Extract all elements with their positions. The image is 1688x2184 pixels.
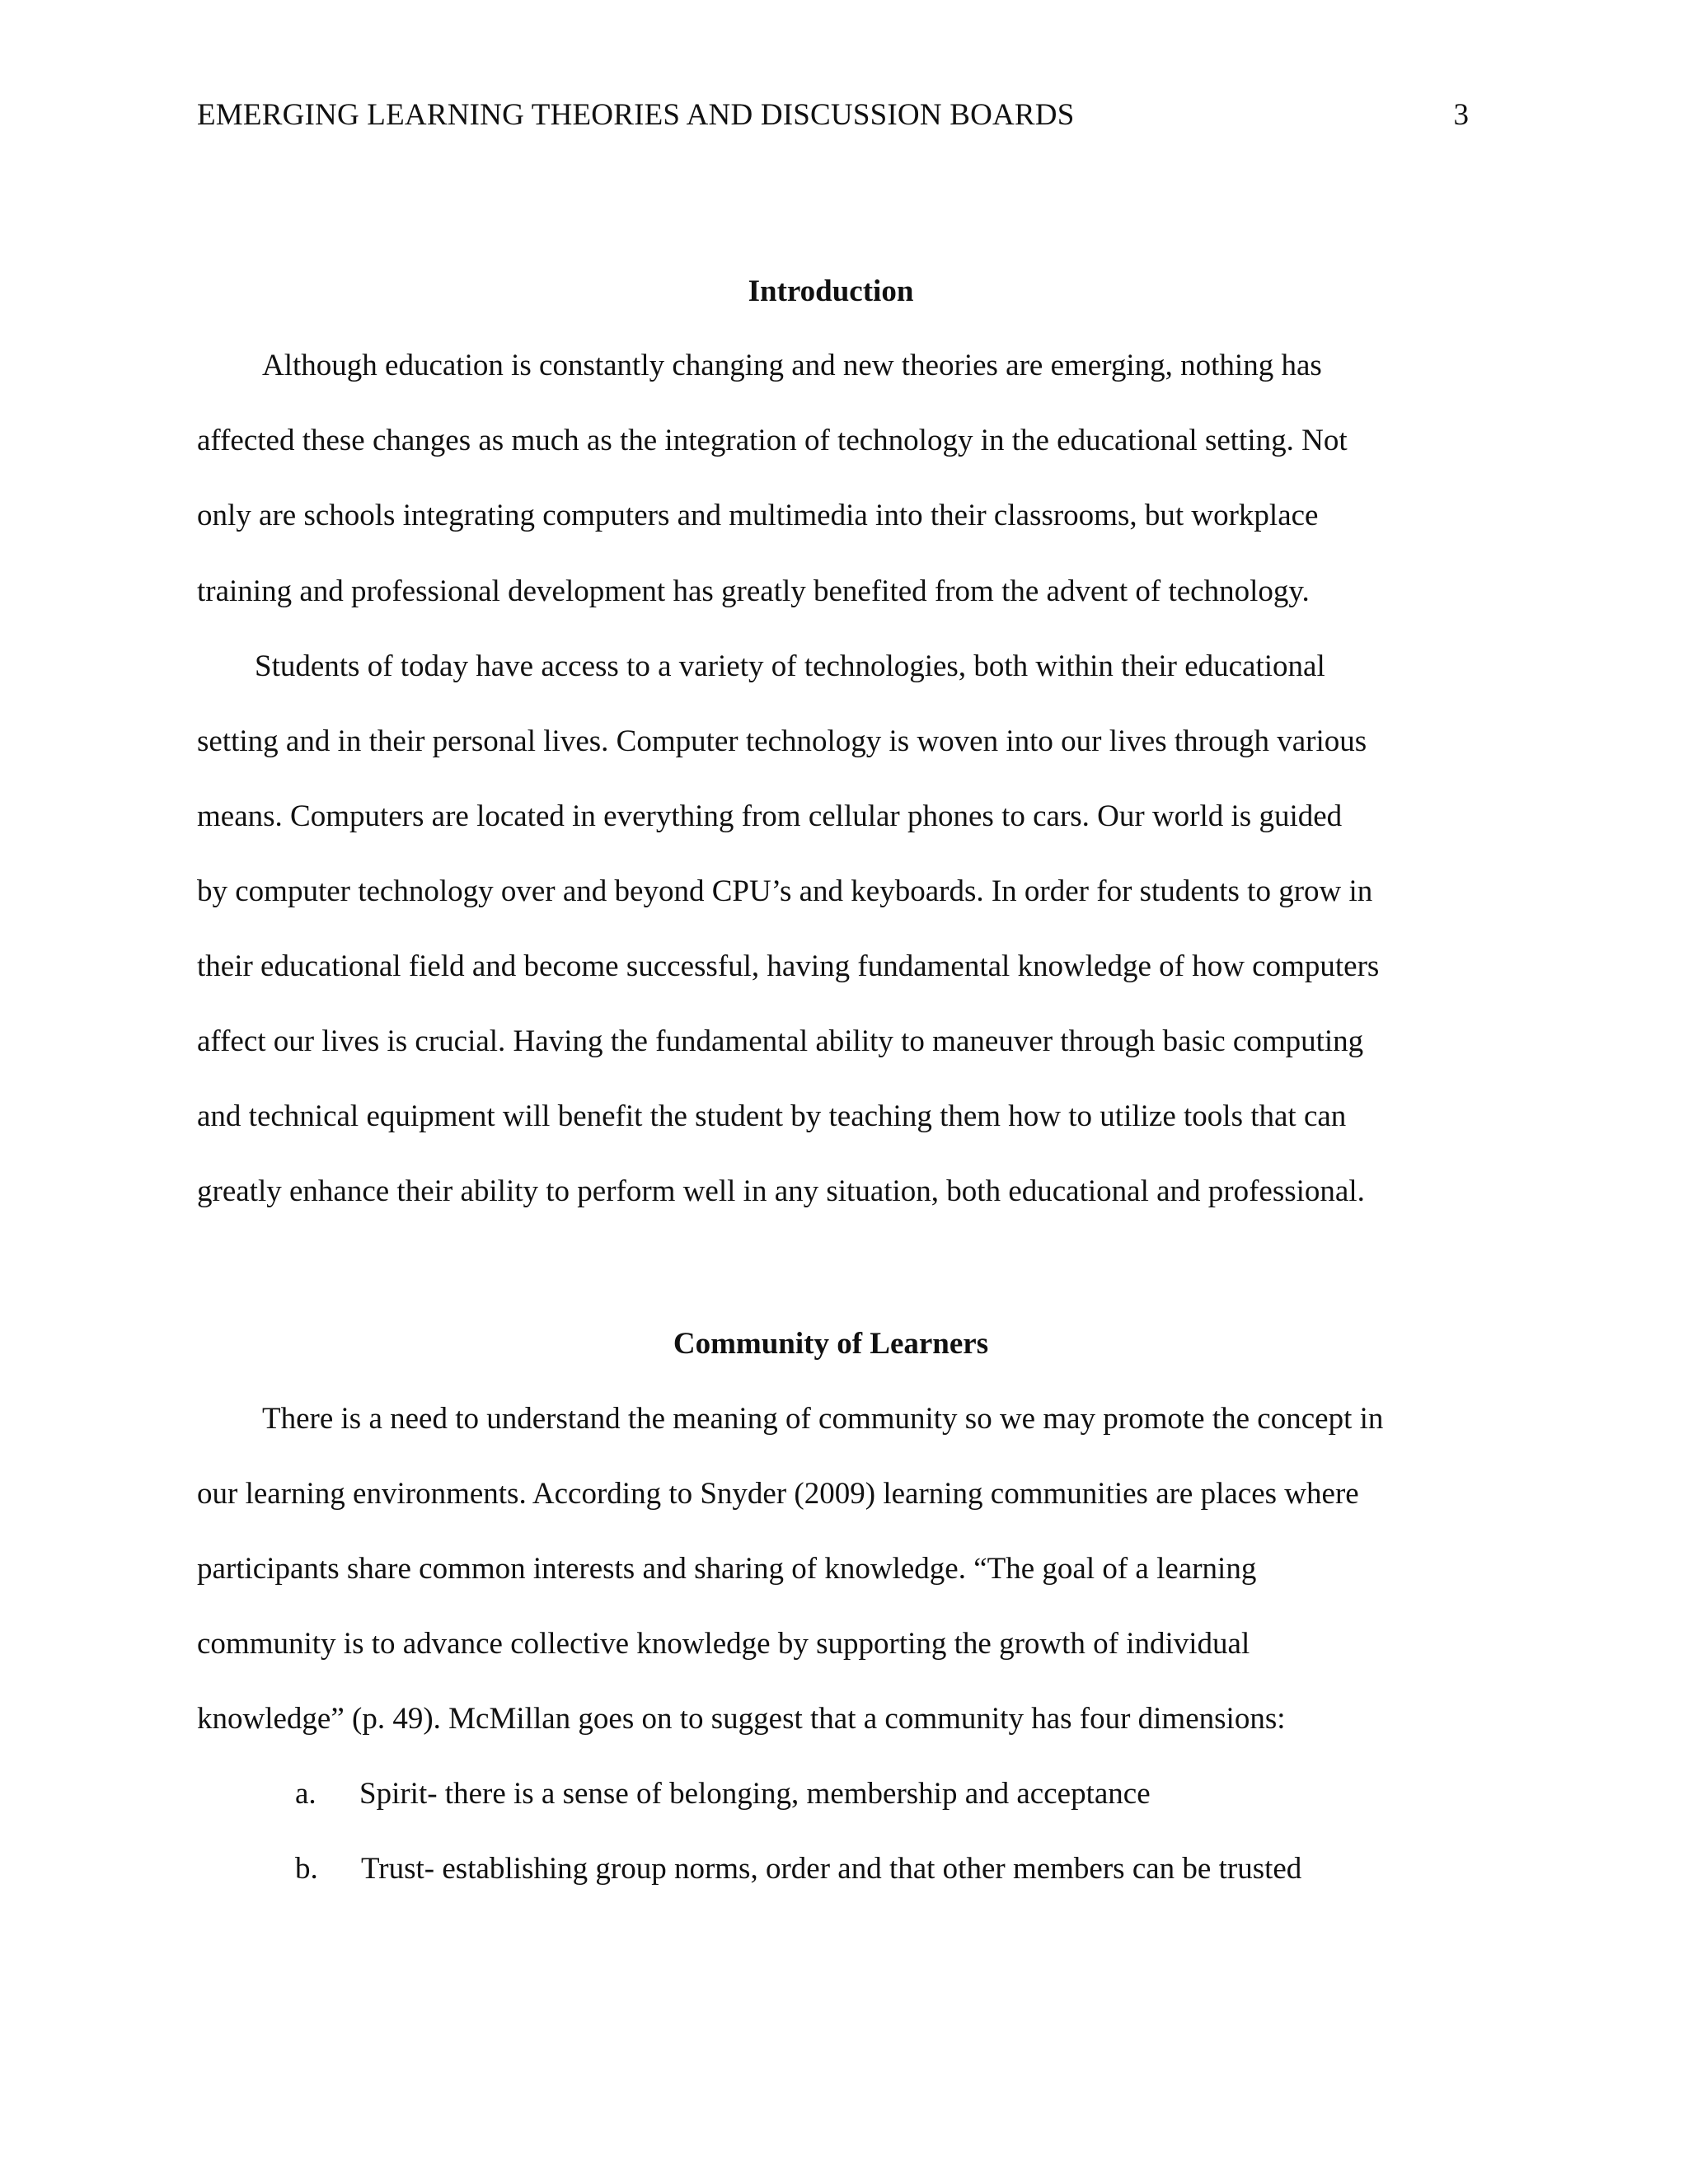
list-marker: a. bbox=[295, 1777, 316, 1811]
list-marker: b. bbox=[295, 1852, 318, 1886]
paragraph-line: greatly enhance their ability to perform well in any situation, both educational and professional. bbox=[197, 1174, 1365, 1208]
running-head: EMERGING LEARNING THEORIES AND DISCUSSION BOARDS bbox=[197, 98, 1075, 132]
paragraph-line: and technical equipment will benefit the student by teaching them how to utilize tools that can bbox=[197, 1099, 1347, 1133]
list-item-text: Trust- establishing group norms, order and that other members can be trusted bbox=[361, 1852, 1302, 1886]
paragraph-line: participants share common interests and sharing of knowledge. “The goal of a learning bbox=[197, 1552, 1257, 1586]
paragraph-line: affect our lives is crucial. Having the fundamental ability to maneuver through basic computing bbox=[197, 1024, 1364, 1058]
section-heading-introduction: Introduction bbox=[748, 274, 914, 308]
section-heading-community-of-learners: Community of Learners bbox=[673, 1327, 989, 1361]
paragraph-line: There is a need to understand the meaning of community so we may promote the concept in bbox=[262, 1402, 1384, 1436]
paragraph-line: means. Computers are located in everything from cellular phones to cars. Our world is guided bbox=[197, 799, 1343, 833]
paragraph-line: our learning environments. According to Snyder (2009) learning communities are places where bbox=[197, 1477, 1359, 1511]
list-item-text: Spirit- there is a sense of belonging, membership and acceptance bbox=[359, 1777, 1151, 1811]
paragraph-line: setting and in their personal lives. Computer technology is woven into our lives through various bbox=[197, 724, 1367, 758]
paragraph-line: community is to advance collective knowledge by supporting the growth of individual bbox=[197, 1627, 1250, 1661]
paragraph-line: knowledge” (p. 49). McMillan goes on to suggest that a community has four dimensions: bbox=[197, 1702, 1286, 1736]
paragraph-line: training and professional development has greatly benefited from the advent of technology. bbox=[197, 574, 1310, 608]
paragraph-line: affected these changes as much as the integration of technology in the educational setting. Not bbox=[197, 424, 1348, 457]
paragraph-line: only are schools integrating computers and multimedia into their classrooms, but workplace bbox=[197, 499, 1319, 532]
page-number: 3 bbox=[1453, 98, 1469, 132]
paragraph-line: Although education is constantly changing and new theories are emerging, nothing has bbox=[262, 349, 1322, 382]
paragraph-line: Students of today have access to a variety of technologies, both within their educational bbox=[255, 649, 1325, 683]
paragraph-line: by computer technology over and beyond CPU’s and keyboards. In order for students to grow in bbox=[197, 874, 1373, 908]
paragraph-line: their educational field and become successful, having fundamental knowledge of how computers bbox=[197, 949, 1380, 983]
